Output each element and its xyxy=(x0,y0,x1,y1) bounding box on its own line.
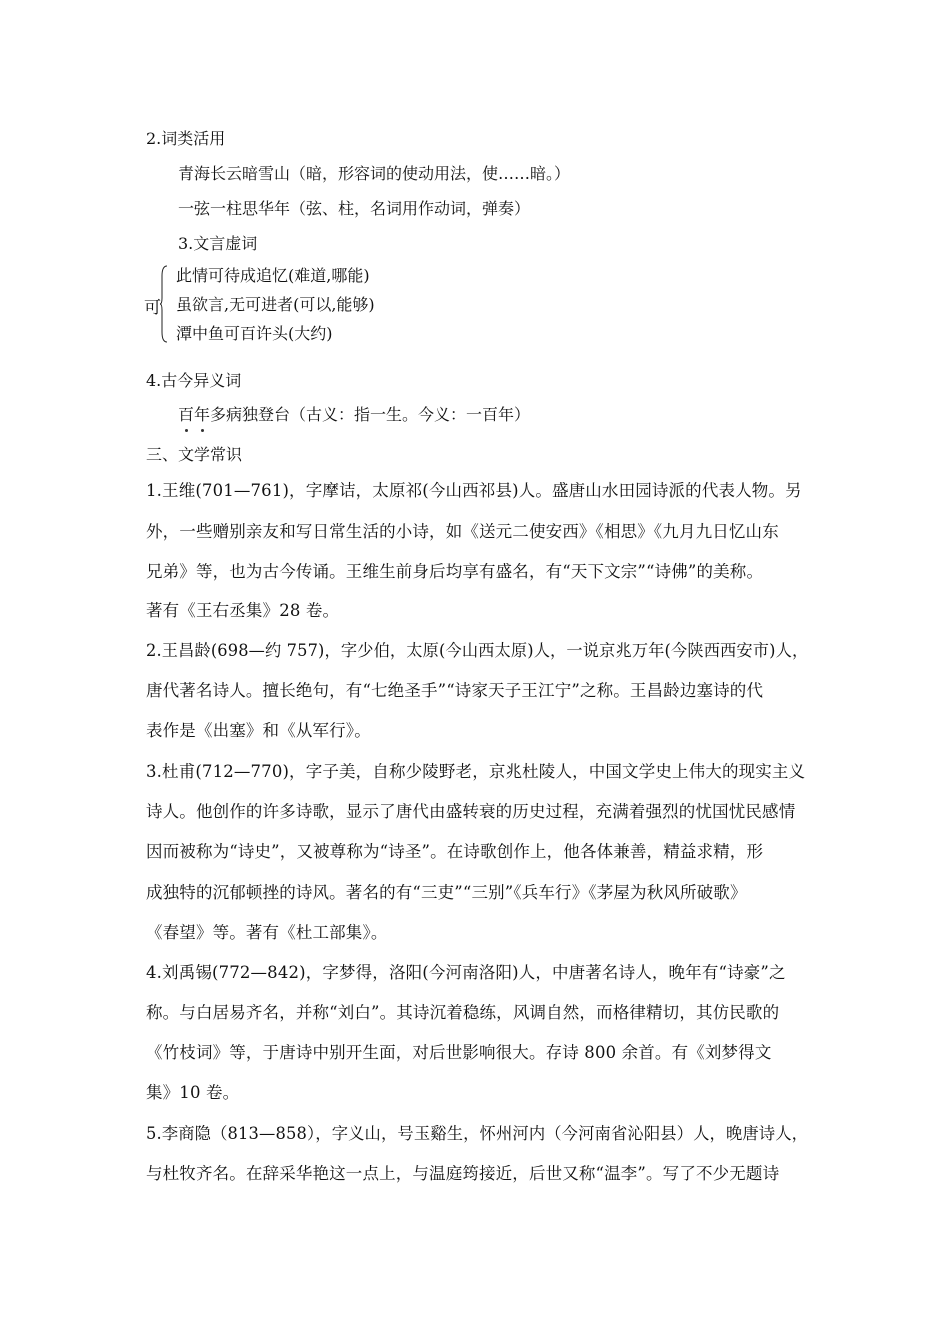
body-line: 1.王维(701—761)，字摩诘，太原祁(今山西祁县)人。盛唐山水田园诗派的代表人物。另 xyxy=(146,481,802,500)
function-word-item: 潭中鱼可百许头(大约) xyxy=(176,324,333,343)
body-line: 兄弟》等，也为古今传诵。王维生前身后均享有盛名，有“天下文宗”“诗佛”的美称。 xyxy=(146,562,764,581)
body-line: 2.王昌龄(698—约 757)，字少伯，太原(今山西太原)人，一说京兆万年(今陕西西安市)人， xyxy=(146,641,809,660)
heading-word-class: 2.词类活用 xyxy=(146,129,226,148)
body-line: 《竹枝词》等，于唐诗中别开生面，对后世影响很大。存诗 800 余首。有《刘梦得文 xyxy=(146,1043,772,1062)
bracket-brace xyxy=(160,264,168,344)
function-word-item: 此情可待成追忆(难道,哪能) xyxy=(176,266,370,285)
emphasis-dot xyxy=(185,429,188,432)
body-line: 《春望》等。著有《杜工部集》。 xyxy=(146,923,388,942)
body-line: 3.杜甫(712—770)，字子美，自称少陵野老，京兆杜陵人，中国文学史上伟大的现实主义 xyxy=(146,762,806,781)
body-line: 因而被称为“诗史”，又被尊称为“诗圣”。在诗歌创作上，他各体兼善，精益求精，形 xyxy=(146,842,764,861)
body-line: 表作是《出塞》和《从军行》。 xyxy=(146,721,371,740)
body-line: 称。与白居易齐名，并称“刘白”。其诗沉着稳练，风调自然，而格律精切，其仿民歌的 xyxy=(146,1003,780,1022)
emphasis-dot xyxy=(201,429,204,432)
heading-literature: 三、文学常识 xyxy=(146,445,243,464)
function-word-item: 虽欲言,无可进者(可以,能够) xyxy=(176,295,375,314)
body-line: 外，一些赠别亲友和写日常生活的小诗，如《送元二使安西》《相思》《九月九日忆山东 xyxy=(146,522,779,541)
body-line: 集》10 卷。 xyxy=(146,1083,240,1102)
body-line: 著有《王右丞集》28 卷。 xyxy=(146,601,340,620)
function-word-char: 可 xyxy=(144,298,161,318)
body-line: 唐代著名诗人。擅长绝句，有“七绝圣手”“诗家天子王江宁”之称。王昌龄边塞诗的代 xyxy=(146,681,764,700)
heading-function-words: 3.文言虚词 xyxy=(178,234,258,253)
body-line: 4.刘禹锡(772—842)，字梦得，洛阳(今河南洛阳)人，中唐著名诗人，晚年有“诗豪”之 xyxy=(146,963,786,982)
body-line: 诗人。他创作的许多诗歌，显示了唐代由盛转衰的历史过程，充满着强烈的忧国忧民感情 xyxy=(146,802,796,821)
heading-ancient-modern: 4.古今异义词 xyxy=(146,371,242,390)
example-line: 青海长云暗雪山（暗，形容词的使动用法，使……暗。） xyxy=(178,164,571,183)
body-line: 与杜牧齐名。在辞采华艳这一点上，与温庭筠接近，后世又称“温李”。写了不少无题诗 xyxy=(146,1164,780,1183)
example-line: 一弦一柱思华年（弦、柱，名词用作动词，弹奏） xyxy=(178,199,531,218)
example-line: 百年多病独登台（古义：指一生。今义：一百年） xyxy=(178,405,531,424)
body-line: 5.李商隐（813—858），字义山，号玉谿生，怀州河内（今河南省沁阳县）人，晚唐诗人， xyxy=(146,1124,809,1143)
body-line: 成独特的沉郁顿挫的诗风。著名的有“三吏”“三别”《兵车行》《茅屋为秋风所破歌》 xyxy=(146,883,747,902)
